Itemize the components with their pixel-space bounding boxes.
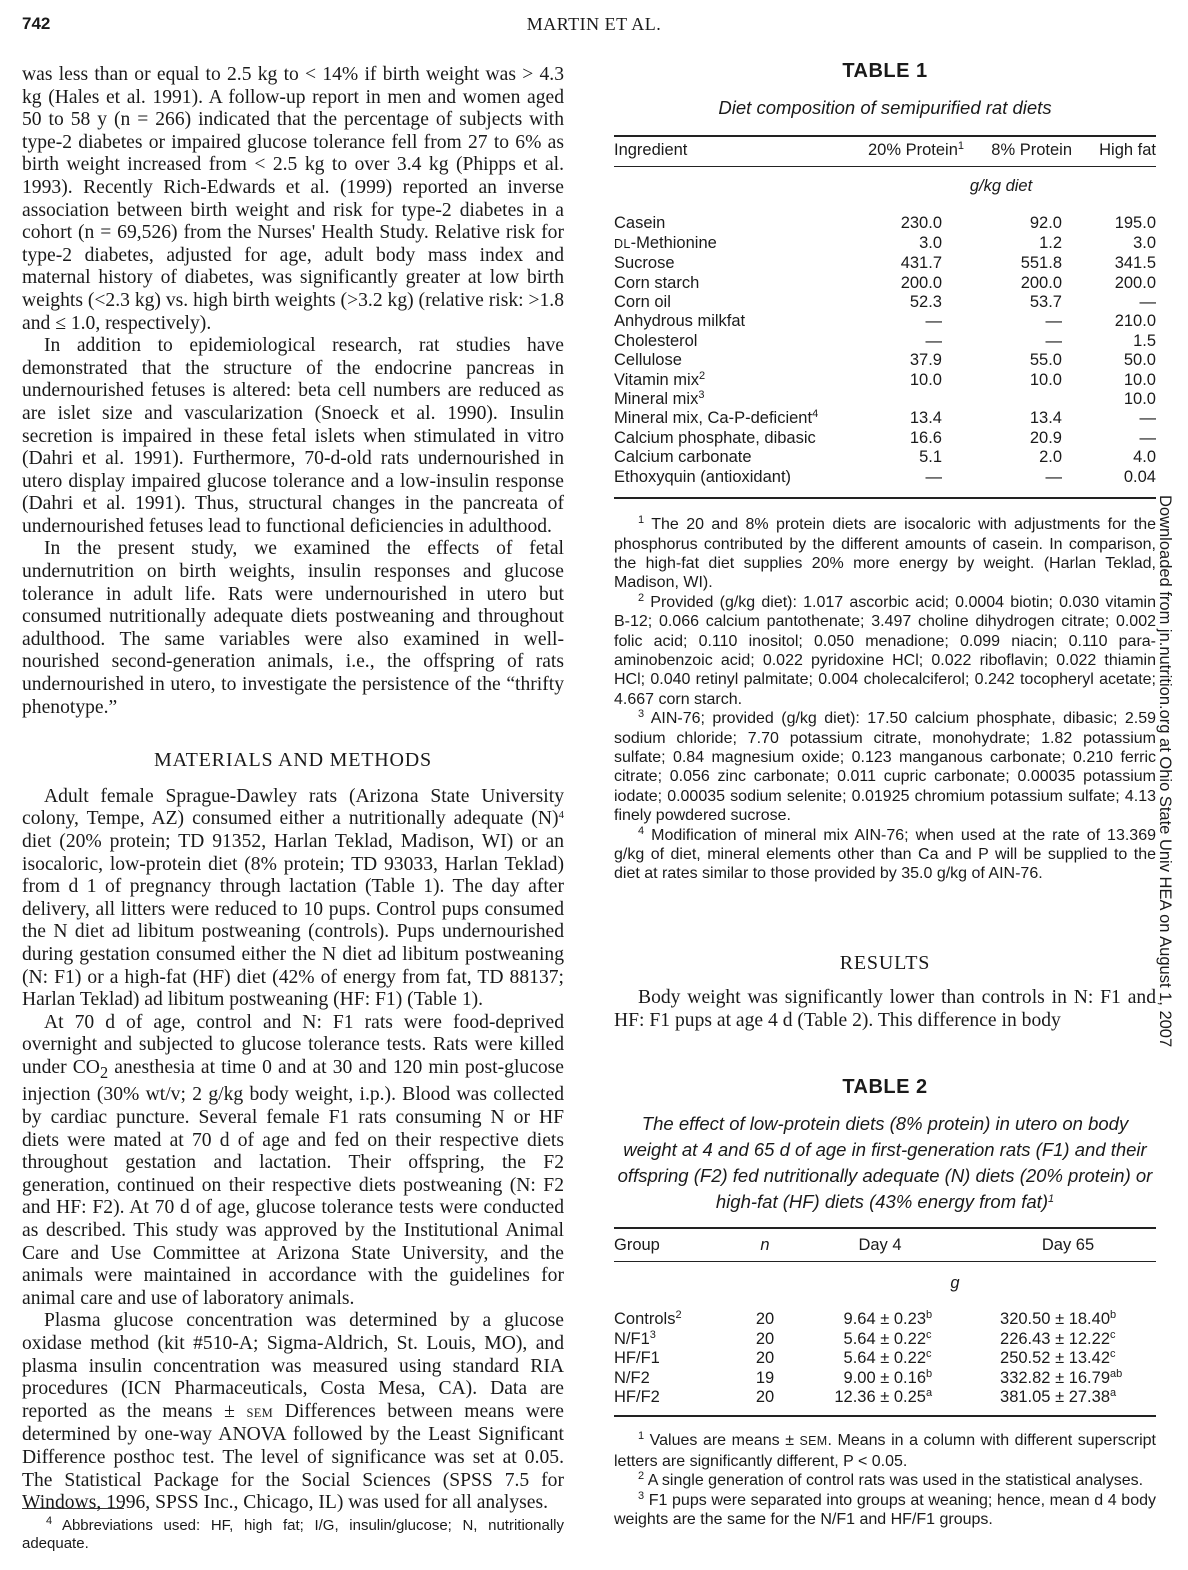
- value-cell: [942, 390, 1062, 409]
- ingredient-cell: Vitamin mix$^2$: [614, 369, 706, 389]
- table2-row: [614, 1349, 1156, 1368]
- table1-row: [614, 390, 1156, 409]
- ingredient-cell: Corn starch: [614, 273, 700, 292]
- table2-row: [614, 1330, 1156, 1349]
- table-footnote: $^4$ Modification of mineral mix AIN-76; when used at the rate of 13.369 g/kg of diet, mineral elements other than Ca and P will be supplied to the diet at rates similar to those provided by 35.0 g/kg of AIN-76.: [614, 824, 1156, 883]
- body-paragraph: Adult female Sprague-Dawley rats (Arizona State University colony, Tempe, AZ) consumed either a nutritionally adequate $(N)^4$ diet (20% protein; TD 91352, Harlan Teklad, Madison, WI) or an isocaloric, low-protein diet (8% protein; TD 93033, Harlan Teklad) from d 1 of pregnancy through lactation (Table 1). The day after delivery, all litters were reduced to 10 pups. Control pups consumed the N diet ad libitum postweaning (controls). Pups undernourished during gestation consumed either the N diet ad libitum postweaning (N: F1) or a high-fat (HF) diet (42% of energy from fat, TD 88137; Harlan Teklad) ad libitum postweaning (HF: F1) (Table 1).: [22, 785, 564, 1011]
- mean-cell: 5.64 ± 0.22$^c$: [843, 1328, 932, 1348]
- value-cell: 341.5: [1114, 254, 1156, 273]
- value-cell: 13.4: [909, 409, 942, 428]
- value-cell: 20.9: [1029, 428, 1062, 447]
- table1-unit: g/kg diet: [969, 177, 1033, 196]
- value-cell: 431.7: [900, 254, 942, 273]
- value-cell: —: [1045, 331, 1062, 350]
- table1: [614, 141, 1156, 160]
- value-cell: 1.2: [1039, 234, 1062, 253]
- download-watermark: Downloaded from jn.nutrition.org at Ohio State Univ HEA on August 1, 2007: [1156, 495, 1174, 1048]
- table1-row: [614, 332, 1156, 351]
- value-cell: —: [1139, 409, 1156, 428]
- footnote-rule: [22, 1508, 124, 1509]
- ingredient-cell: Anhydrous milkfat: [614, 312, 746, 331]
- value-cell: 200.0: [1114, 273, 1156, 292]
- value-cell: 13.4: [1029, 409, 1062, 428]
- table2-body: [614, 1310, 1156, 1407]
- ingredient-cell: Sucrose: [614, 254, 675, 273]
- value-cell: 55.0: [1029, 351, 1062, 370]
- table1-row: [614, 409, 1156, 428]
- group-cell: HF/F1: [614, 1349, 660, 1368]
- value-cell: 195.0: [1114, 214, 1156, 233]
- body-paragraph: Plasma glucose concentration was determined by a glucose oxidase method (kit #510-A; Sigma-Aldrich, St. Louis, MO), and plasma insulin concentration was measured using standard RIA procedures (ICN Pharmaceuticals, Costa Mesa, CA). Data are reported as the means ± SEM Differences between means were determined by one-way ANOVA followed by the Least Significant Difference posthoc test. The level of significance was set at 0.05. The Statistical Package for the Social Sciences (SPSS 7.5 for Windows, 1996, SPSS Inc., Chicago, IL) was used for all analyses.: [22, 1310, 564, 1514]
- table2-row: [614, 1369, 1156, 1388]
- n-cell: 20: [755, 1329, 775, 1348]
- mean-cell: 226.43 ± 12.22$^c$: [1000, 1328, 1116, 1348]
- table1-row: [614, 234, 1156, 254]
- table1-row: [614, 214, 1156, 233]
- body-paragraph: In addition to epidemiological research, rat studies have demonstrated that the structure of the endocrine pancreas in undernourished fetuses is altered: beta cell numbers are reduced as are islet size and vascularization (Snoeck et al. 1990). Insulin secretion is impaired in these fetal islets when stimulated in vitro (Dahri et al. 1991). Furthermore, 70-d-old rats undernourished in utero display impaired glucose tolerance and a low-insulin response (Dahri et al. 1991). Thus, structural changes in the pancreata of undernourished fetuses lead to functional deficiencies in adulthood.: [22, 335, 564, 537]
- mean-cell: 5.64 ± 0.22$^c$: [843, 1348, 932, 1368]
- value-cell: 37.9: [909, 351, 942, 370]
- group-cell: N/F2: [614, 1368, 650, 1387]
- table1-caption: Diet composition of semipurified rat diets: [718, 97, 1052, 118]
- value-cell: —: [1139, 428, 1156, 447]
- body-paragraph: At 70 d of age, control and N: F1 rats were food-deprived overnight and subjected to glucose tolerance tests. Rats were killed under $CO_2$ anesthesia at time 0 and at 30 and 120 min post-glucose injection (30% wt/v; 2 g/kg body weight, i.p.). Blood was collected by cardiac puncture. Several female F1 rats consuming N or HF diets were mated at 70 d of age and fed on their respective diets throughout gestation and lactation. Their offspring, the F2 generation, continued on their respective diets postweaning (N: F2 and HF: F2). At 70 d of age, glucose tolerance tests were conducted as described. This study was approved by the Institutional Animal Care and Use Committee at Arizona State University, and the animals were maintained in accordance with the guidelines for animal care and use of laboratory animals.: [22, 1011, 565, 1309]
- value-cell: 53.7: [1029, 293, 1062, 312]
- mean-cell: 9.64 ± 0.23$^b$: [843, 1309, 933, 1329]
- group-cell: HF/F2: [614, 1388, 660, 1407]
- value-cell: 1.5: [1133, 331, 1156, 350]
- ingredient-cell: Mineral mix, Ca-P-deficient$^4$: [614, 408, 819, 428]
- left-column: [22, 64, 564, 1515]
- n-cell: 20: [755, 1310, 775, 1329]
- table2-caption: The effect of low-protein diets (8% protein) in utero on body weight at 4 and 65 d of age in first-generation rats (F1) and their offspring (F2) fed nutritionally adequate (N) diets (20% protein) or high-fat (HF) diets (43% energy from fat)$^1$: [617, 1113, 1153, 1212]
- table1-footnotes: [614, 515, 1156, 884]
- mean-cell: 381.05 ± 27.38$^a$: [1000, 1387, 1117, 1407]
- ingredient-cell: Cellulose: [614, 351, 682, 370]
- ingredient-cell: Ethoxyquin (antioxidant): [614, 467, 792, 486]
- n-cell: 20: [755, 1388, 775, 1407]
- mean-cell: 250.52 ± 13.42$^c$: [1000, 1348, 1116, 1368]
- table-footnote: $^1$ Values are means ± SEM. Means in a column with different superscript letters are significantly different, P < 0.05.: [614, 1430, 1156, 1470]
- value-cell: 230.0: [900, 214, 942, 233]
- table2-row: [614, 1310, 1156, 1329]
- ingredient-cell: Mineral mix$^3$: [614, 389, 705, 409]
- table-footnote: $^2$ Provided (g/kg diet): 1.017 ascorbic acid; 0.0004 biotin; 0.030 vitamin B-12; 0.066 calcium pantothenate; 3.497 choline dihydrogen citrate; 0.002 folic acid; 0.110 inositol; 0.050 menadione; 0.099 niacin; 0.110 para-aminobenzoic acid; 0.022 pyridoxine HCl; 0.022 riboflavin; 0.022 thiamin HCl; 0.040 retinyl palmitate; 0.004 cholecalciferol; 0.242 tocopheryl acetate; 4.667 corn starch.: [614, 591, 1156, 708]
- value-cell: 210.0: [1114, 312, 1156, 331]
- footnote-marker: 4: [558, 809, 564, 822]
- page-number: 742: [22, 14, 51, 33]
- mean-cell: 332.82 ± 16.79$^{ab}$: [1000, 1367, 1123, 1387]
- page-footnote: $^4$ Abbreviations used: HF, high fat; I/G, insulin/glucose; N, nutritionally adequate.: [22, 1515, 564, 1552]
- n-cell: 19: [755, 1368, 775, 1387]
- value-cell: —: [1045, 312, 1062, 331]
- table1-row: [614, 448, 1156, 467]
- table2-row: [614, 1388, 1156, 1407]
- value-cell: 50.0: [1123, 351, 1156, 370]
- n-cell: 20: [755, 1349, 775, 1368]
- table1-row: [614, 468, 1156, 487]
- body-paragraph: In the present study, we examined the effects of fetal undernutrition on birth weights, insulin responses and glucose tolerance in adult life. Rats were undernourished in utero but consumed nutritionally adequate diets postweaning and throughout adulthood. The same variables were also examined in well-nourished second-generation animals, i.e., the offspring of rats undernourished in utero, to investigate the persistence of the “thrifty phenotype.”: [22, 538, 564, 718]
- value-cell: —: [925, 331, 942, 350]
- value-cell: 10.0: [1123, 390, 1156, 409]
- table1-row: [614, 371, 1156, 390]
- group-cell: $N/F1^3$: [614, 1328, 656, 1348]
- ingredient-cell: Calcium carbonate: [614, 448, 752, 467]
- value-cell: —: [1045, 467, 1062, 486]
- table-footnote: $^2$ A single generation of control rats was used in the statistical analyses.: [638, 1470, 1144, 1490]
- value-cell: 0.04: [1123, 467, 1156, 486]
- ingredient-cell: DL-Methionine: [614, 233, 717, 252]
- value-cell: —: [925, 312, 942, 331]
- table-footnote: $^3$ F1 pups were separated into groups at weaning; hence, mean d 4 body weights are the same for the N/F1 and HF/F1 groups.: [614, 1489, 1156, 1529]
- table2-title: TABLE 2: [842, 1076, 928, 1098]
- running-head: MARTIN ET AL.: [526, 14, 662, 34]
- value-cell: —: [925, 467, 942, 486]
- value-cell: 52.3: [909, 293, 942, 312]
- ingredient-cell: Casein: [614, 214, 666, 233]
- table-footnote: $^1$ The 20 and 8% protein diets are isocaloric with adjustments for the phosphorus contributed by the different amounts of casein. In comparison, the high-fat diet supplies 20% more energy by weight. (Harlan Teklad, Madison, WI).: [614, 514, 1156, 592]
- table2-header: Group n Day 4 Day 65: [614, 1236, 1095, 1254]
- value-cell: 10.0: [909, 370, 942, 389]
- ingredient-cell: Corn oil: [614, 293, 671, 312]
- ingredient-cell: Cholesterol: [614, 331, 698, 350]
- value-cell: 200.0: [900, 273, 942, 292]
- table1-row: [614, 351, 1156, 370]
- table-footnote: $^3$ AIN-76; provided (g/kg diet): 17.50 calcium phosphate, dibasic; 2.59 sodium chloride; 7.70 potassium citrate, monohydrate; 1.82 potassium sulfate; 0.84 magnesium oxide; 0.123 manganous carbonate; 0.210 ferric citrate; 0.056 zinc carbonate; 0.011 cupric carbonate; 0.00035 potassium iodate; 0.00035 sodium selenite; 0.01925 chromium potassium sulfate; 4.13 finely powdered sucrose.: [614, 708, 1156, 825]
- value-cell: 5.1: [919, 448, 942, 467]
- value-cell: [846, 390, 942, 409]
- mean-cell: 12.36 ± 0.25$^a$: [834, 1387, 933, 1407]
- section-heading-methods: MATERIALS AND METHODS: [154, 749, 432, 772]
- value-cell: 2.0: [1039, 448, 1062, 467]
- section-heading-results: RESULTS: [839, 952, 931, 974]
- table1-body: [614, 214, 1156, 487]
- body-paragraph: was less than or equal to 2.5 kg to < 14% if birth weight was > 4.3 kg (Hales et al. 1991). A follow-up report in men and women aged 50 to 58 y (n = 266) indicated that the percentage of subjects with type-2 diabetes or impaired glucose tolerance fell from 27 to 6% as birth weight increased from < 2.5 kg to over 3.4 kg (Phipps et al. 1993). Recently Rich-Edwards et al. (1999) reported an inverse association between birth weight and risk for type-2 diabetes in a cohort (n = 69,526) from the Nurses' Health Study. Relative risk for type-2 diabetes, adjusted for age, adult body mass index and maternal history of diabetes, was significantly greater at low birth weights (<2.3 kg) vs. high birth weights (>3.2 kg) (relative risk: >1.8 and ≤ 1.0, respectively).: [22, 64, 564, 334]
- mean-cell: 9.00 ± 0.16$^b$: [843, 1367, 933, 1387]
- table2-unit: g: [950, 1274, 960, 1293]
- value-cell: 3.0: [1133, 234, 1156, 253]
- mean-cell: 320.50 ± 18.40$^b$: [1000, 1309, 1117, 1329]
- table1-title: TABLE 1: [842, 60, 928, 82]
- right-column: [614, 60, 1156, 884]
- value-cell: —: [1139, 293, 1156, 312]
- value-cell: 4.0: [1133, 448, 1156, 467]
- table1-row: [614, 429, 1156, 448]
- ingredient-cell: Calcium phosphate, dibasic: [614, 428, 816, 447]
- value-cell: 16.6: [909, 428, 942, 447]
- table2-block: [614, 1076, 1156, 1529]
- value-cell: 3.0: [919, 234, 942, 253]
- table1-row: [614, 274, 1156, 293]
- group-cell: Controls$^2$: [614, 1309, 682, 1329]
- table1-row: [614, 254, 1156, 273]
- value-cell: 551.8: [1020, 254, 1062, 273]
- table2-footnotes: [614, 1431, 1156, 1529]
- value-cell: 10.0: [1029, 370, 1062, 389]
- value-cell: 200.0: [1020, 273, 1062, 292]
- value-cell: 92.0: [1029, 214, 1062, 233]
- table1-row: [614, 293, 1156, 312]
- results-paragraph: Body weight was significantly lower than controls in N: F1 and HF: F1 pups at age 4 d (Table 2). This difference in body: [614, 987, 1156, 1031]
- table1-header-row: Ingredient 20% Protein$^1$ 8% Protein High fat: [614, 140, 1156, 159]
- table1-row: [614, 312, 1156, 331]
- value-cell: 10.0: [1123, 370, 1156, 389]
